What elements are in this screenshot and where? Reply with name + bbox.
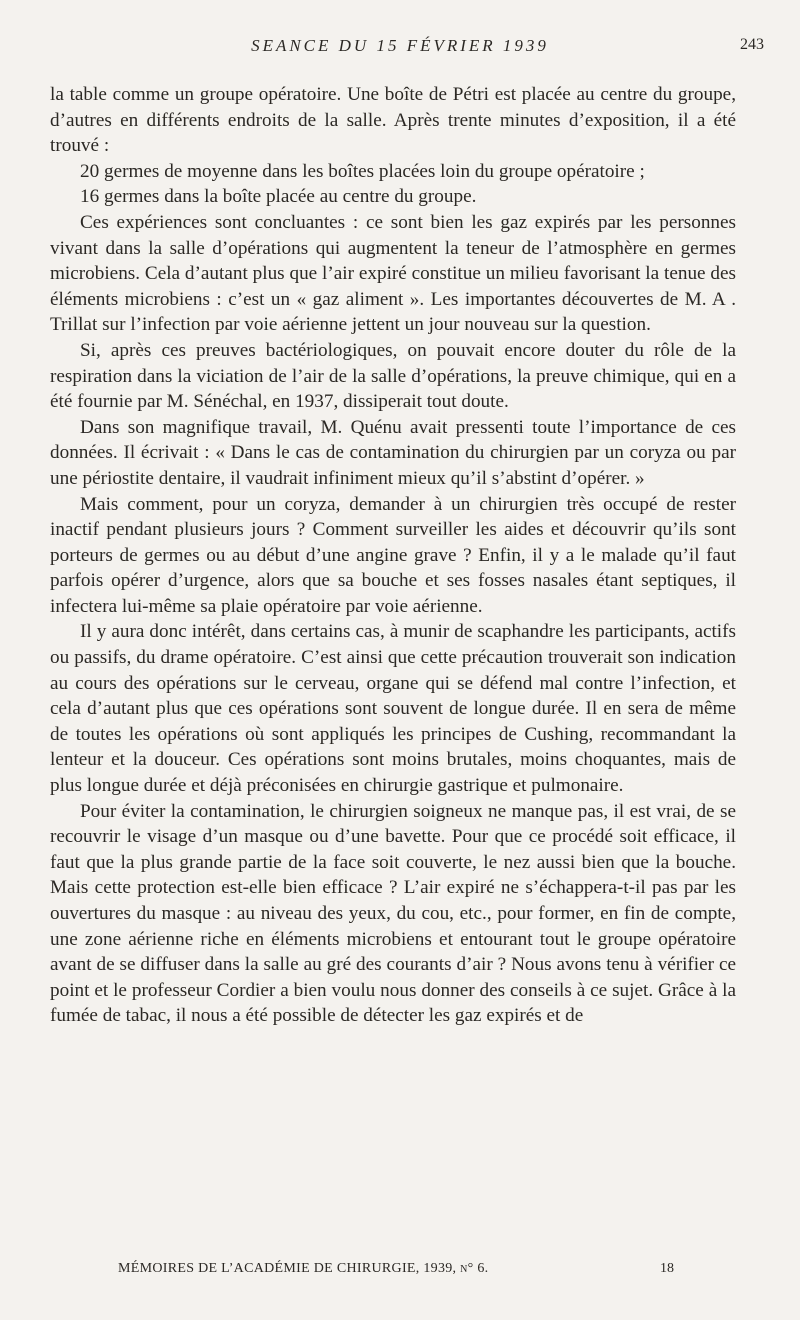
paragraph: Pour éviter la contamination, le chirurgien soigneux ne manque pas, il est vrai, de se recouvrir le visage d’un masque ou d’une bavette. Pour que ce procédé soit efficace, il faut que la plus grande partie de la face soit couverte, le nez aussi bien que la bouche. Mais cette protection est-elle bien efficace ? L’air expiré ne s’échappera-t-il pas par les ouvertures du masque : au niveau des yeux, du cou, etc., pour former, en fin de compte, une zone aérienne riche en éléments microbiens et entourant tout le groupe opératoire avant de se diffuser dans la salle au gré des courants d’air ? Nous avons tenu à vérifier ce point et le professeur Cordier a bien voulu nous donner des conseils à ce sujet. Grâce à la fumée de tabac, il nous a été possible de détecter les gaz expirés et de bbox=[50, 800, 736, 1027]
paragraph: 16 germes dans la boîte placée au centre du groupe. bbox=[80, 186, 477, 208]
running-head bbox=[0, 36, 800, 60]
paragraph: la table comme un groupe opératoire. Une boîte de Pétri est placée au centre du groupe, d’autres en différents endroits de la salle. Après trente minutes d’exposition, il a été trouvé : bbox=[50, 84, 736, 157]
signature-mark: 18 bbox=[660, 1261, 674, 1276]
paragraph: Mais comment, pour un coryza, demander à un chirurgien très occupé de rester inactif pendant plusieurs jours ? Comment surveiller les aides et découvrir qu’ils sont porteurs de germes ou au début d’une angine grave ? Enfin, il y a le malade qu’il faut parfois opérer d’urgence, alors que sa bouche et ses fosses nasales étant septiques, il infectera lui-même sa plaie opératoire par voie aérienne. bbox=[50, 493, 736, 617]
paragraph: 20 germes de moyenne dans les boîtes placées loin du groupe opératoire ; bbox=[80, 160, 645, 182]
journal-citation: MÉMOIRES DE L’ACADÉMIE DE CHIRURGIE, 1939, n° 6. bbox=[118, 1261, 489, 1276]
body-text bbox=[50, 82, 736, 1029]
page-number: 243 bbox=[740, 36, 764, 53]
page-footer bbox=[0, 1261, 800, 1283]
paragraph: Il y aura donc intérêt, dans certains cas, à munir de scaphandre les participants, actifs ou passifs, du drame opératoire. C’est ainsi que cette précaution trouverait son indication au cours des opérations sur le cerveau, organe qui se défend mal contre l’infection, et cela d’autant plus que ces opérations sont souvent de longue durée. Il en sera de même de toutes les opérations où sont appliqués les principes de Cushing, recommandant la lenteur et la douceur. Ces opérations sont moins brutales, moins choquantes, mais de plus longue durée et déjà préconisées en chirurgie gastrique et pulmonaire. bbox=[50, 621, 736, 797]
paragraph: Dans son magnifique travail, M. Quénu avait pressenti toute l’importance de ces données. Il écrivait : « Dans le cas de contamination du chirurgien par un coryza ou par une périostite dentaire, il vaudrait infiniment mieux qu’il s’abstint d’opérer. » bbox=[50, 416, 736, 489]
running-title: SEANCE DU 15 FÉVRIER 1939 bbox=[251, 36, 549, 55]
paragraph: Ces expériences sont concluantes : ce sont bien les gaz expirés par les personnes vivant dans la salle d’opérations qui augmentent la teneur de l’atmosphère en germes microbiens. Cela d’autant plus que l’air expiré constitue un milieu favorisant la tenue des éléments microbiens : c’est un « gaz aliment ». Les importantes découvertes de M. A . Trillat sur l’infection par voie aérienne jettent un jour nouveau sur la question. bbox=[50, 211, 736, 336]
paragraph: Si, après ces preuves bactériologiques, on pouvait encore douter du rôle de la respiration dans la viciation de l’air de la salle d’opérations, la preuve chimique, qui en a été fournie par M. Sénéchal, en 1937, dissiperait tout doute. bbox=[50, 339, 736, 413]
